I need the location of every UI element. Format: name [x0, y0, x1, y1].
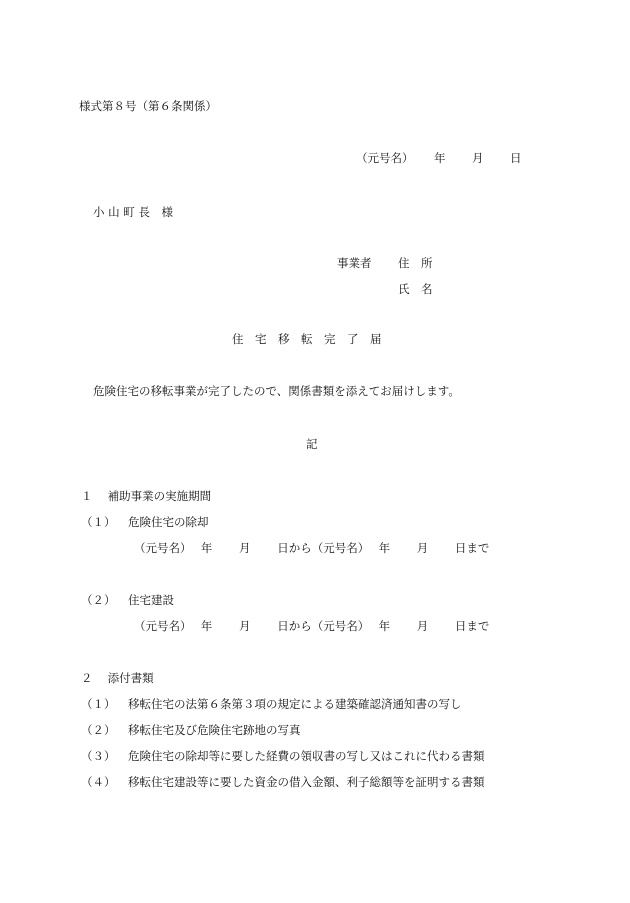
section1-item-label: 住宅建設 [128, 593, 174, 607]
section2-item-text: 移転住宅及び危険住宅跡地の写真 [128, 723, 301, 737]
intro-text: 危険住宅の移転事業が完了したので、関係書類を添えてお届けします。 [93, 384, 460, 398]
section1-item-period: （元号名） 年 月 日から（元号名） 年 月 日まで [134, 619, 490, 633]
date-month: 月 [472, 151, 484, 165]
section2-item-num: （２） [81, 723, 116, 737]
section1-item-label: 危険住宅の除却 [128, 515, 209, 529]
section2-item-num: （１） [81, 697, 116, 711]
section1-item-num: （１） [81, 515, 116, 529]
section2-item-text: 移転住宅建設等に要した資金の借入金額、利子総額等を証明する書類 [128, 775, 485, 789]
ki-marker: 記 [306, 437, 318, 451]
address-label: 住 所 [398, 256, 433, 270]
section1-item-num: （２） [81, 593, 116, 607]
addressee: 小 山 町 長 様 [93, 205, 173, 219]
section2-heading: ２ 添付書類 [81, 671, 154, 685]
section2-item-text: 危険住宅の除却等に要した経費の領収書の写し又はこれに代わる書類 [128, 749, 485, 763]
name-label: 氏 名 [398, 282, 433, 296]
date-year: 年 [434, 151, 446, 165]
document-title: 住 宅 移 転 完 了 届 [232, 332, 382, 346]
section2-item-num: （３） [81, 749, 116, 763]
section1-heading: １ 補助事業の実施期間 [81, 489, 212, 503]
section1-item-period: （元号名） 年 月 日から（元号名） 年 月 日まで [134, 541, 490, 555]
applicant-label: 事業者 [337, 256, 372, 270]
form-number: 様式第８号（第６条関係） [79, 99, 217, 113]
section2-item-text: 移転住宅の法第６条第３項の規定による建築確認済通知書の写し [128, 697, 462, 711]
date-era: （元号名） [356, 151, 414, 165]
date-day: 日 [510, 151, 522, 165]
section2-item-num: （４） [81, 775, 116, 789]
